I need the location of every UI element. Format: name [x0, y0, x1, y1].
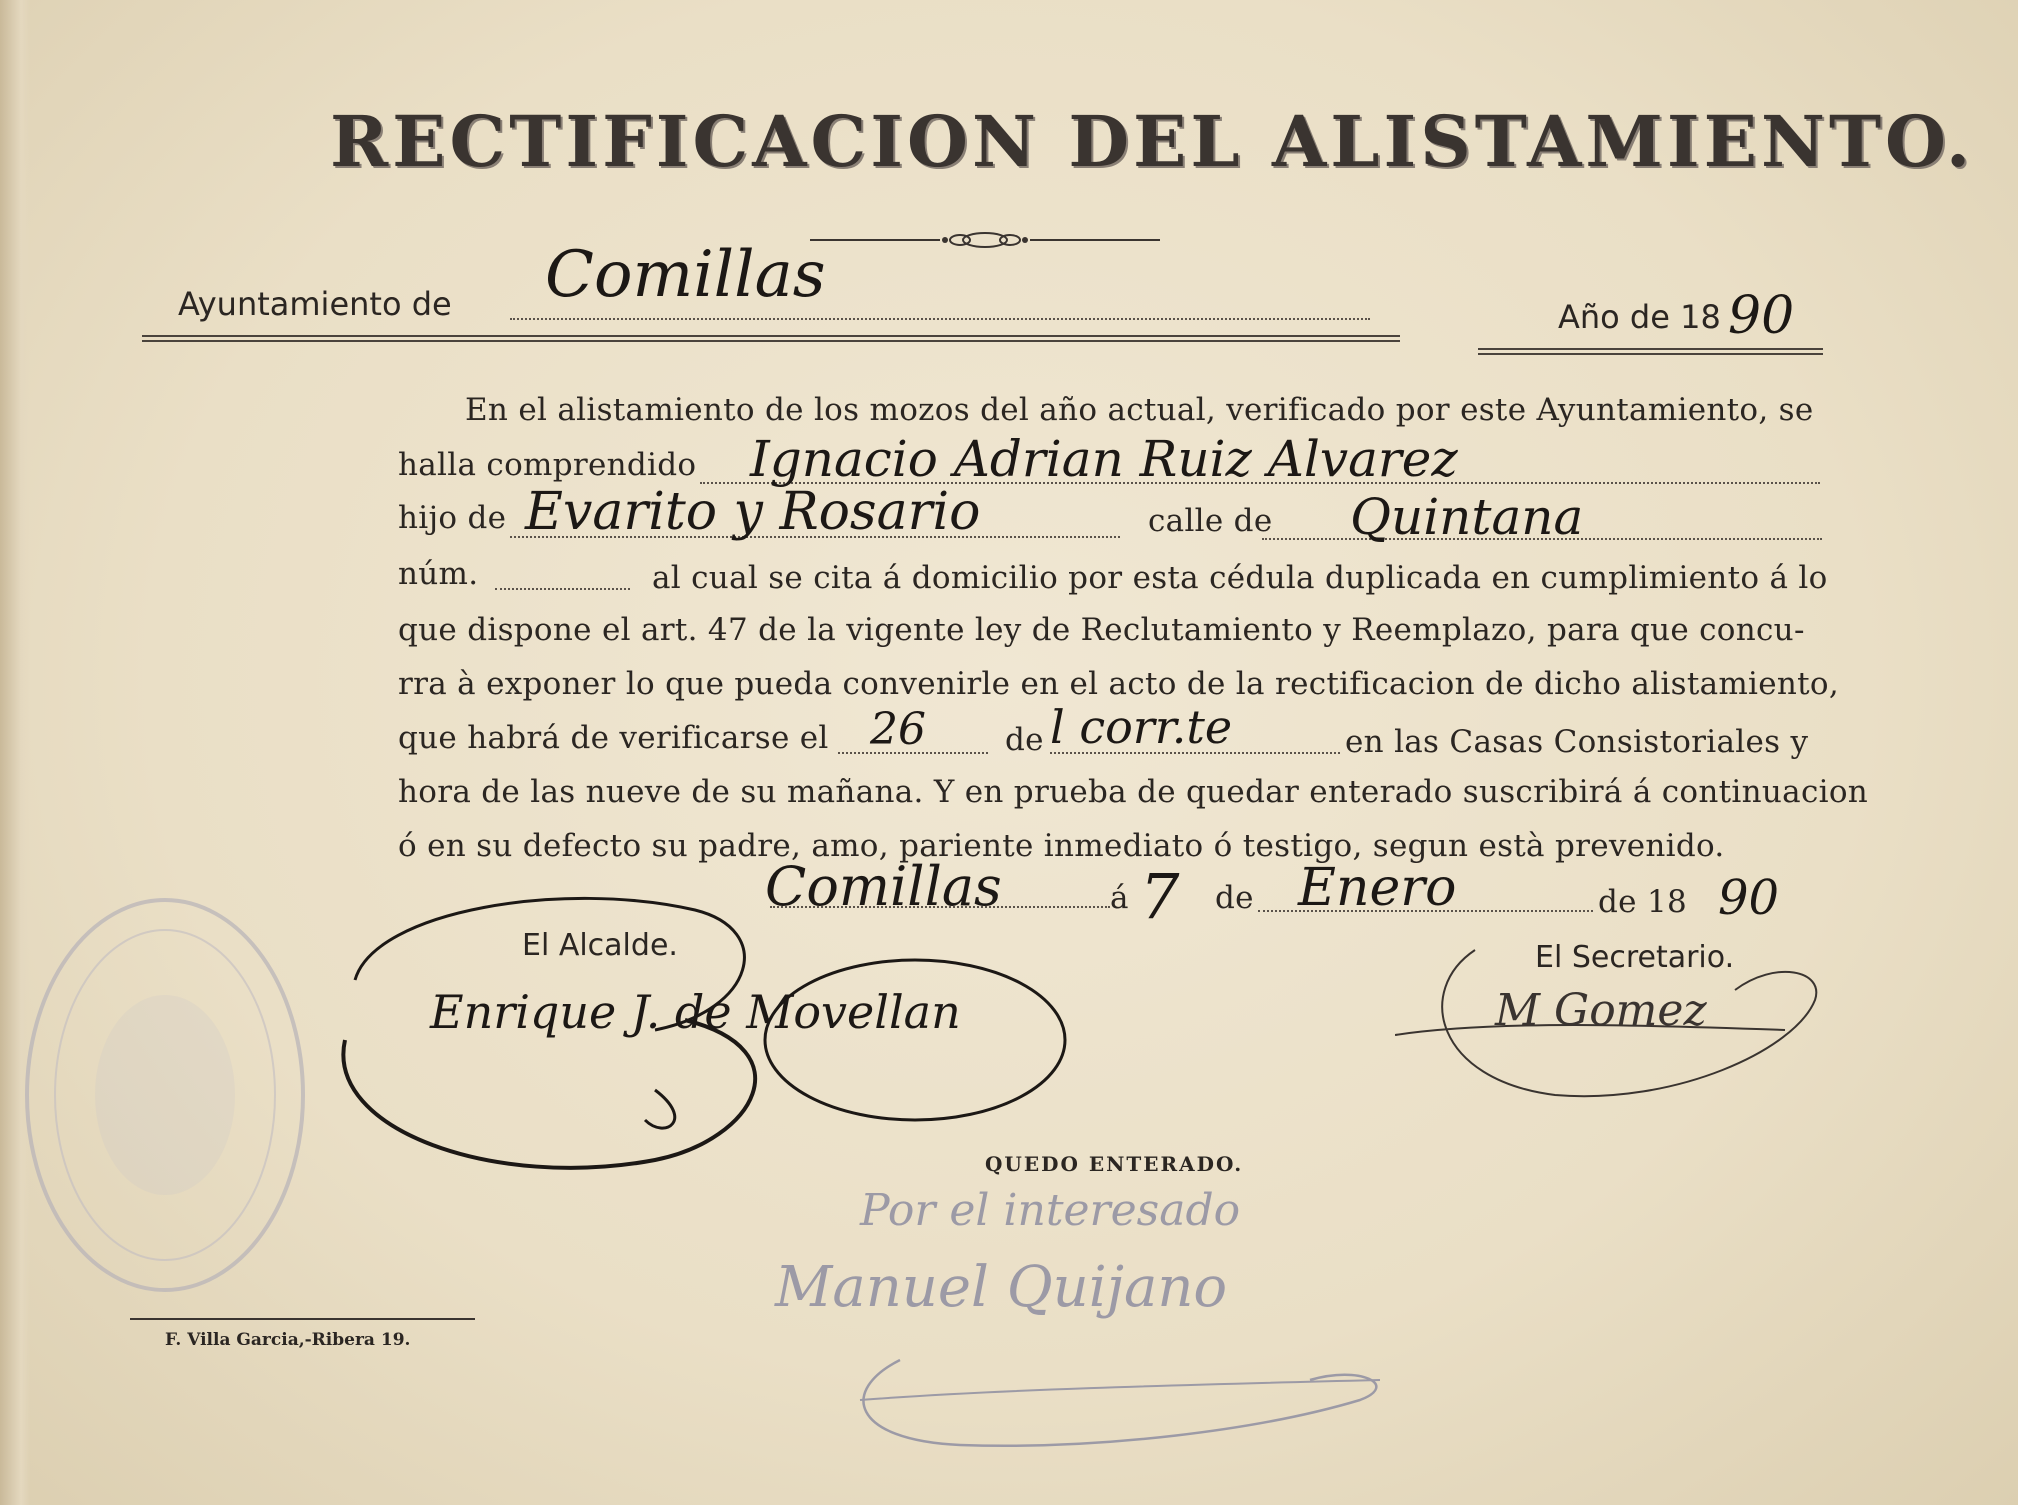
municipal-seal-stamp [15, 885, 315, 1305]
printer-rule [130, 1318, 475, 1320]
anio-label: Año de 18 [1558, 298, 1721, 336]
num-dotted-line [495, 588, 630, 590]
body-line-9: ó en su defecto su padre, amo, pariente inmediato ó testigo, segun està prevenido. [398, 828, 1725, 864]
parents-value: Evarito y Rosario [525, 482, 981, 542]
ayuntamiento-label: Ayuntamiento de [178, 285, 452, 323]
day-value: 26 [870, 704, 926, 755]
ornament-divider [810, 228, 1160, 252]
date-de-label: de [1215, 880, 1254, 916]
quedo-enterado-label: QUEDO ENTERADO. [985, 1152, 1244, 1176]
alcalde-label: El Alcalde. [522, 928, 678, 963]
interesado-line-1: Por el interesado [860, 1185, 1241, 1236]
secretario-signature: M Gomez [1495, 985, 1707, 1036]
body-line-6: rra à exponer lo que pueda convenirle en el acto de la rectificacion de dicho alistamiento, [398, 666, 1840, 702]
halla-comprendido-label: halla comprendido [398, 447, 697, 483]
de-label: de [1005, 722, 1044, 758]
calle-de-label: calle de [1148, 503, 1273, 539]
date-day-value: 7 [1140, 860, 1180, 933]
secretario-label: El Secretario. [1535, 940, 1735, 975]
anio-value: 90 [1728, 286, 1795, 346]
body-line-5: que dispone el art. 47 de la vigente ley de Reclutamiento y Reemplazo, para que concu- [398, 612, 1805, 648]
place-value: Comillas [765, 855, 1002, 918]
ayuntamiento-value: Comillas [545, 238, 826, 312]
header-double-rule-left [142, 335, 1400, 342]
date-a-label: á [1110, 880, 1129, 916]
street-value: Quintana [1350, 488, 1584, 546]
body-line-8: hora de las nueve de su mañana. Y en prueba de quedar enterado suscribirá á continuacion [398, 774, 1869, 810]
verificarse-label: que habrá de verificarse el [398, 720, 829, 756]
hijo-de-label: hijo de [398, 500, 507, 536]
header-double-rule-right [1478, 348, 1823, 355]
ayuntamiento-dotted-line [510, 318, 1370, 320]
document-title: RECTIFICACION DEL ALISTAMIENTO. [330, 100, 1975, 183]
num-label: núm. [398, 556, 479, 592]
printer-imprint: F. Villa Garcia,-Ribera 19. [165, 1330, 411, 1350]
body-line-4: al cual se cita á domicilio por esta cédula duplicada en cumplimiento á lo [652, 560, 1828, 596]
date-month-value: Enero [1298, 858, 1457, 918]
conscript-name-value: Ignacio Adrian Ruiz Alvarez [750, 430, 1458, 488]
date-year-value: 90 [1718, 870, 1780, 926]
alcalde-signature: Enrique J. de Movellan [430, 985, 961, 1039]
month-value: l corr.te [1050, 700, 1233, 754]
interesado-signature: Manuel Quijano [775, 1255, 1228, 1320]
body-line-1: En el alistamiento de los mozos del año actual, verificado por este Ayuntamiento, se [465, 392, 1814, 428]
date-year-label: de 18 [1598, 884, 1687, 920]
interesado-flourish [840, 1340, 1400, 1460]
body-line-7-end: en las Casas Consistoriales y [1345, 724, 1809, 760]
